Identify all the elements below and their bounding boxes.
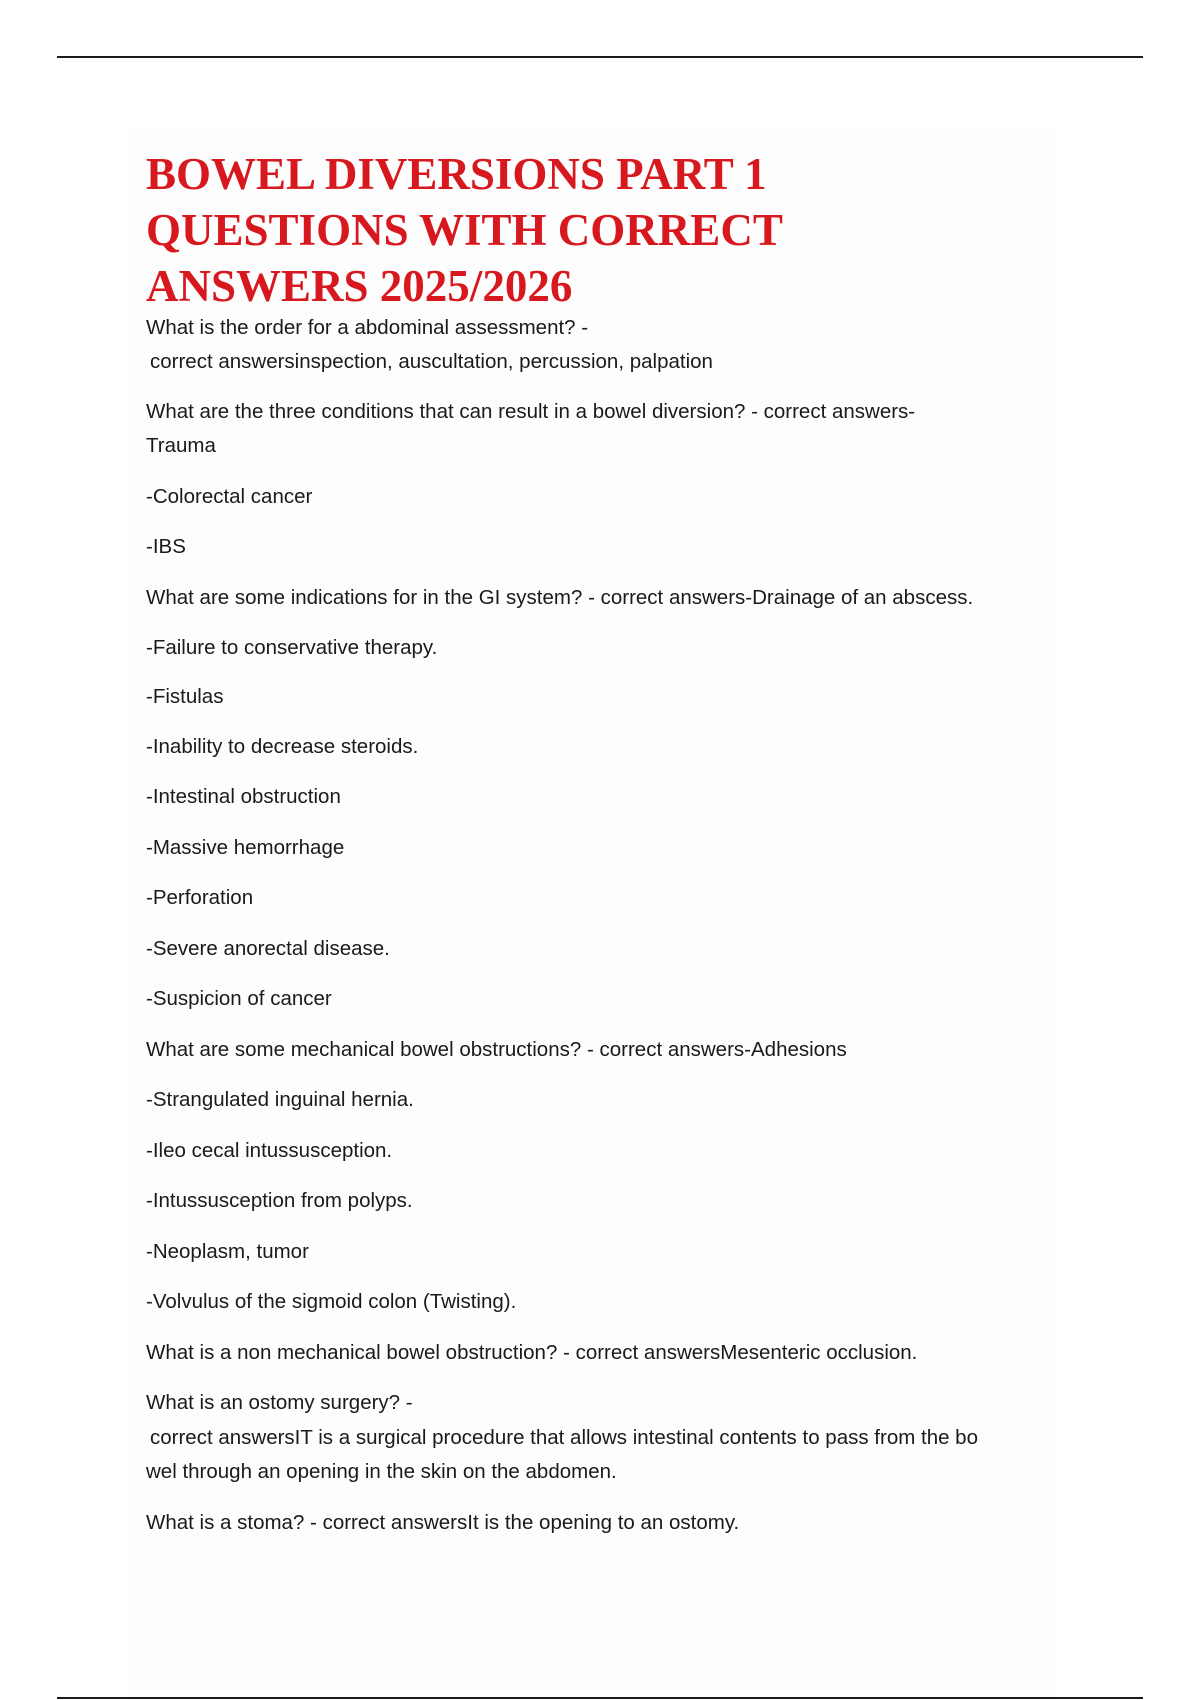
question-mechanical-obstructions: What are some mechanical bowel obstructions? - correct answers-Adhesions xyxy=(146,1038,847,1061)
top-divider-line xyxy=(57,56,1143,58)
answer-item: -Massive hemorrhage xyxy=(146,836,345,859)
title-line-1: BOWEL DIVERSIONS PART 1 xyxy=(146,149,767,199)
answer-item: -Colorectal cancer xyxy=(146,485,313,508)
question-gi-indications: What are some indications for in the GI system? - correct answers-Drainage of an abscess. xyxy=(146,586,974,609)
answer-item: -Ileo cecal intussusception. xyxy=(146,1139,393,1162)
answer-item: -Suspicion of cancer xyxy=(146,987,332,1010)
answer-item: -Volvulus of the sigmoid colon (Twisting). xyxy=(146,1290,517,1313)
question-bowel-diversion-conditions: What are the three conditions that can result in a bowel diversion? - correct answers- xyxy=(146,400,916,423)
question-non-mechanical-obstruction: What is a non mechanical bowel obstruction? - correct answersMesenteric occlusion. xyxy=(146,1341,918,1364)
answer-item: -Neoplasm, tumor xyxy=(146,1240,309,1263)
question-ostomy-surgery: What is an ostomy surgery? - xyxy=(146,1391,413,1414)
answer-item: -Intussusception from polyps. xyxy=(146,1189,413,1212)
question-stoma: What is a stoma? - correct answersIt is the opening to an ostomy. xyxy=(146,1511,740,1534)
answer-item: -Severe anorectal disease. xyxy=(146,937,390,960)
answer-item: -Fistulas xyxy=(146,685,224,708)
answer-item: -Inability to decrease steroids. xyxy=(146,735,419,758)
answer-item: -Failure to conservative therapy. xyxy=(146,636,438,659)
answer-item: Trauma xyxy=(146,434,216,457)
bottom-divider-line xyxy=(57,1697,1143,1699)
title-line-2: QUESTIONS WITH CORRECT xyxy=(146,205,783,255)
answer-item: -Perforation xyxy=(146,886,254,909)
question-abdominal-assessment: What is the order for a abdominal assessment? - xyxy=(146,316,589,339)
answer-abdominal-assessment: correct answersinspection, auscultation, percussion, palpation xyxy=(150,350,713,373)
answer-item: -Strangulated inguinal hernia. xyxy=(146,1088,414,1111)
answer-item: -IBS xyxy=(146,535,186,558)
answer-ostomy-surgery: correct answersIT is a surgical procedure that allows intestinal contents to pass from the bo xyxy=(150,1426,978,1449)
document-title xyxy=(146,146,906,314)
answer-ostomy-surgery-cont: wel through an opening in the skin on the abdomen. xyxy=(146,1460,617,1483)
answer-item: -Intestinal obstruction xyxy=(146,785,341,808)
title-line-3: ANSWERS 2025/2026 xyxy=(146,261,573,311)
